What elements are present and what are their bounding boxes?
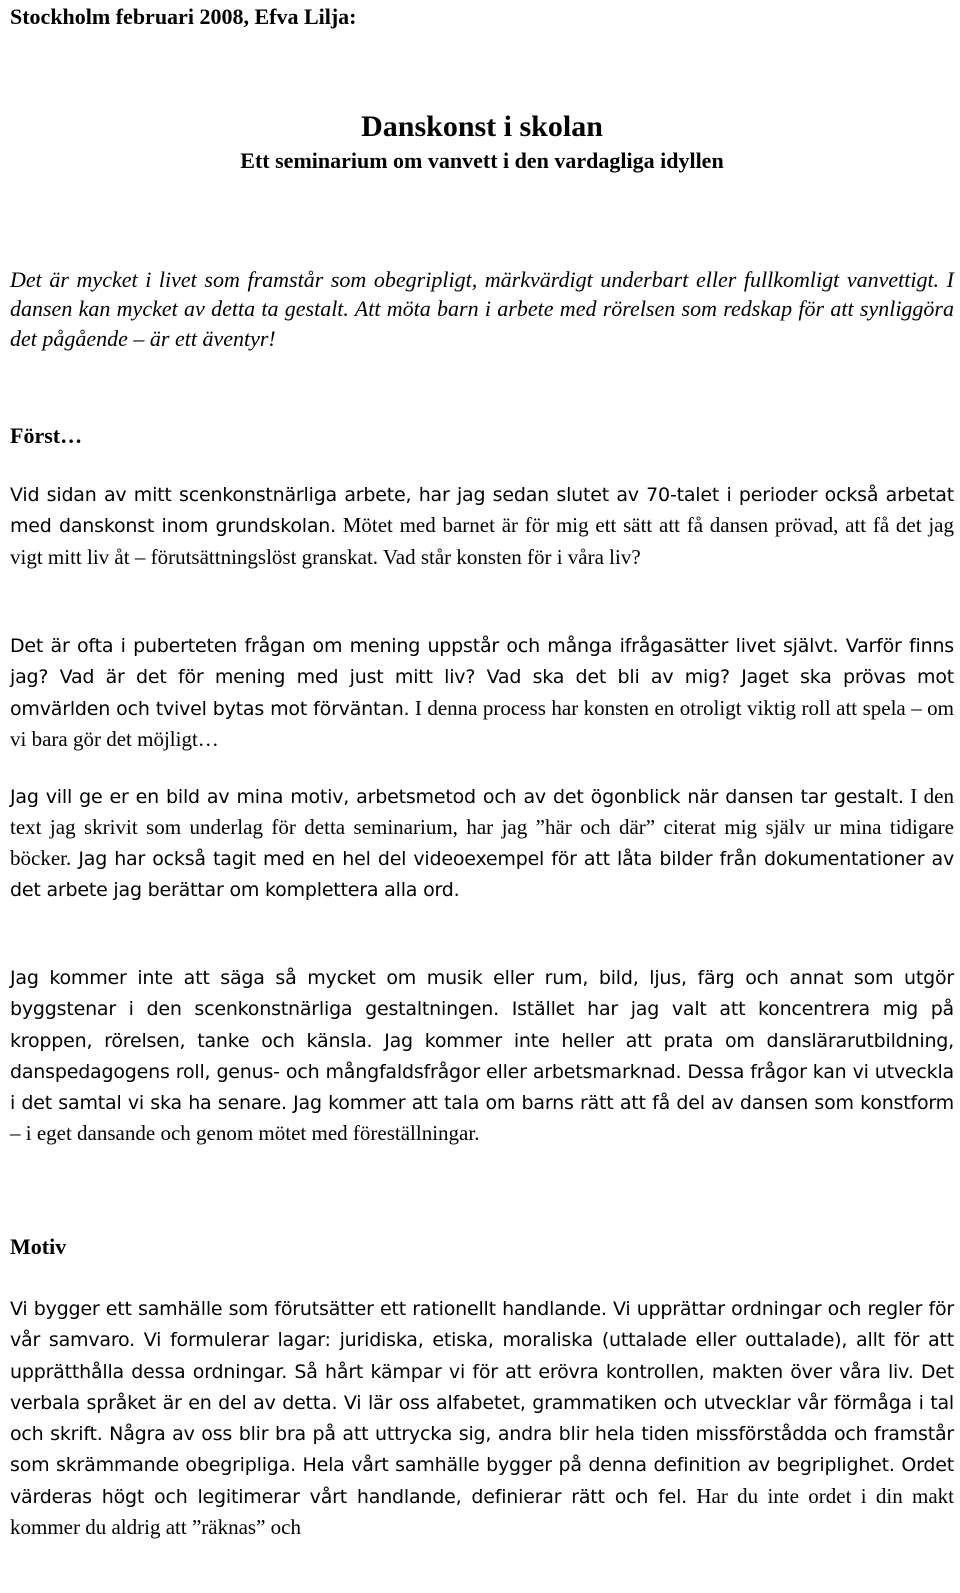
paragraph-forst-1 — [10, 479, 954, 572]
paragraph-serif-text: Mötet med barnet är för mig ett sätt att få dansen prövad, att få det jag vigt mitt liv åt – förutsättningslöst granskat. Vad står konsten för i våra liv? — [10, 513, 954, 569]
paragraph-forst-2 — [10, 630, 954, 754]
paragraph-sans-text: Vid sidan av mitt scenkonstnärliga arbete, har jag sedan slutet av 70-talet i perioder också arbetat med danskonst inom grundskolan. — [10, 484, 954, 538]
paragraph-forst-3 — [10, 781, 954, 905]
paragraph-sans-text: Det är ofta i puberteten frågan om mening uppstår och många ifrågasätter livet självt. Varför finns jag? Vad är det för mening med just mitt liv? Vad ska det bli av mig? Jaget ska prövas mot omvärlden och tvivel bytas mot förväntan. — [10, 635, 954, 720]
paragraph-sans-text: Vi bygger ett samhälle som förutsätter ett rationellt handlande. Vi upprättar ordningar och regler för vår samvaro. Vi formulerar lagar: juridiska, etiska, moraliska (uttalade eller outtalade), allt för att upprätthålla dessa ordningar. Så hårt kämpar vi för att erövra kontrollen, makten över våra liv. Det verbala språket är en del av detta. Vi lär oss alfabetet, grammatiken och utvecklar vår förmåga i tal och skrift. Några av oss blir bra på att uttrycka sig, andra blir hela tiden missförstådda och framstår som skrämmande obegripliga. Hela vårt samhälle bygger på denna definition av begriplighet. Ordet värderas högt och legitimerar vårt handlande, definierar rätt och fel. — [10, 1298, 954, 1508]
paragraph-sans-text: Jag vill ge er en bild av mina motiv, arbetsmetod och av det ögonblick när dansen tar gestalt. — [10, 786, 904, 808]
paragraph-sans-text: Jag kommer inte att säga så mycket om musik eller rum, bild, ljus, färg och annat som utgör byggstenar i den scenkonstnärliga gestaltningen. Istället har jag valt att koncentrera mig på kroppen, rörelsen, tanke och känsla. Jag kommer inte heller att prata om danslärarutbildning, danspedagogens roll, genus- och mångfaldsfrågor eller arbetsmarknad. Dessa frågor kan vi utveckla i det samtal vi ska ha senare. Jag kommer att tala om barns rätt att få del av dansen som konstform — [10, 967, 954, 1114]
intro-paragraph: Det är mycket i livet som framstår som obegripligt, märkvärdigt underbart eller fullkomligt vanvettigt. I dansen kan mycket av detta ta gestalt. Att möta barn i arbete med rörelsen som redskap för att synliggöra det pågående – är ett äventyr! — [10, 267, 954, 351]
paragraph-motiv-1 — [10, 1293, 954, 1542]
paragraph-serif-text: I denna process har konsten en otroligt viktig roll att spela – om vi bara gör det möjligt… — [10, 695, 954, 751]
dateline: Stockholm februari 2008, Efva Lilja: — [10, 4, 357, 29]
heading-forst: Först… — [10, 423, 83, 448]
heading-motiv: Motiv — [10, 1234, 67, 1259]
document-subtitle: Ett seminarium om vanvett i den vardagliga idyllen — [240, 148, 724, 173]
paragraph-serif-text: Har du inte ordet i din makt kommer du aldrig att ”räknas” och — [10, 1483, 954, 1539]
paragraph-forst-4 — [10, 962, 954, 1149]
document-title: Danskonst i skolan — [361, 110, 603, 143]
paragraph-sans-text: Jag har också tagit med en hel del videoexempel för att låta bilder från dokumentationer av det arbete jag berättar om komplettera alla ord. — [10, 847, 954, 901]
paragraph-serif-text: – i eget dansande och genom mötet med föreställningar. — [10, 1121, 480, 1146]
paragraph-serif-text: I den text jag skrivit som underlag för detta seminarium, har jag ”här och där” citerat mig själv ur mina tidigare böcker. — [10, 784, 954, 870]
